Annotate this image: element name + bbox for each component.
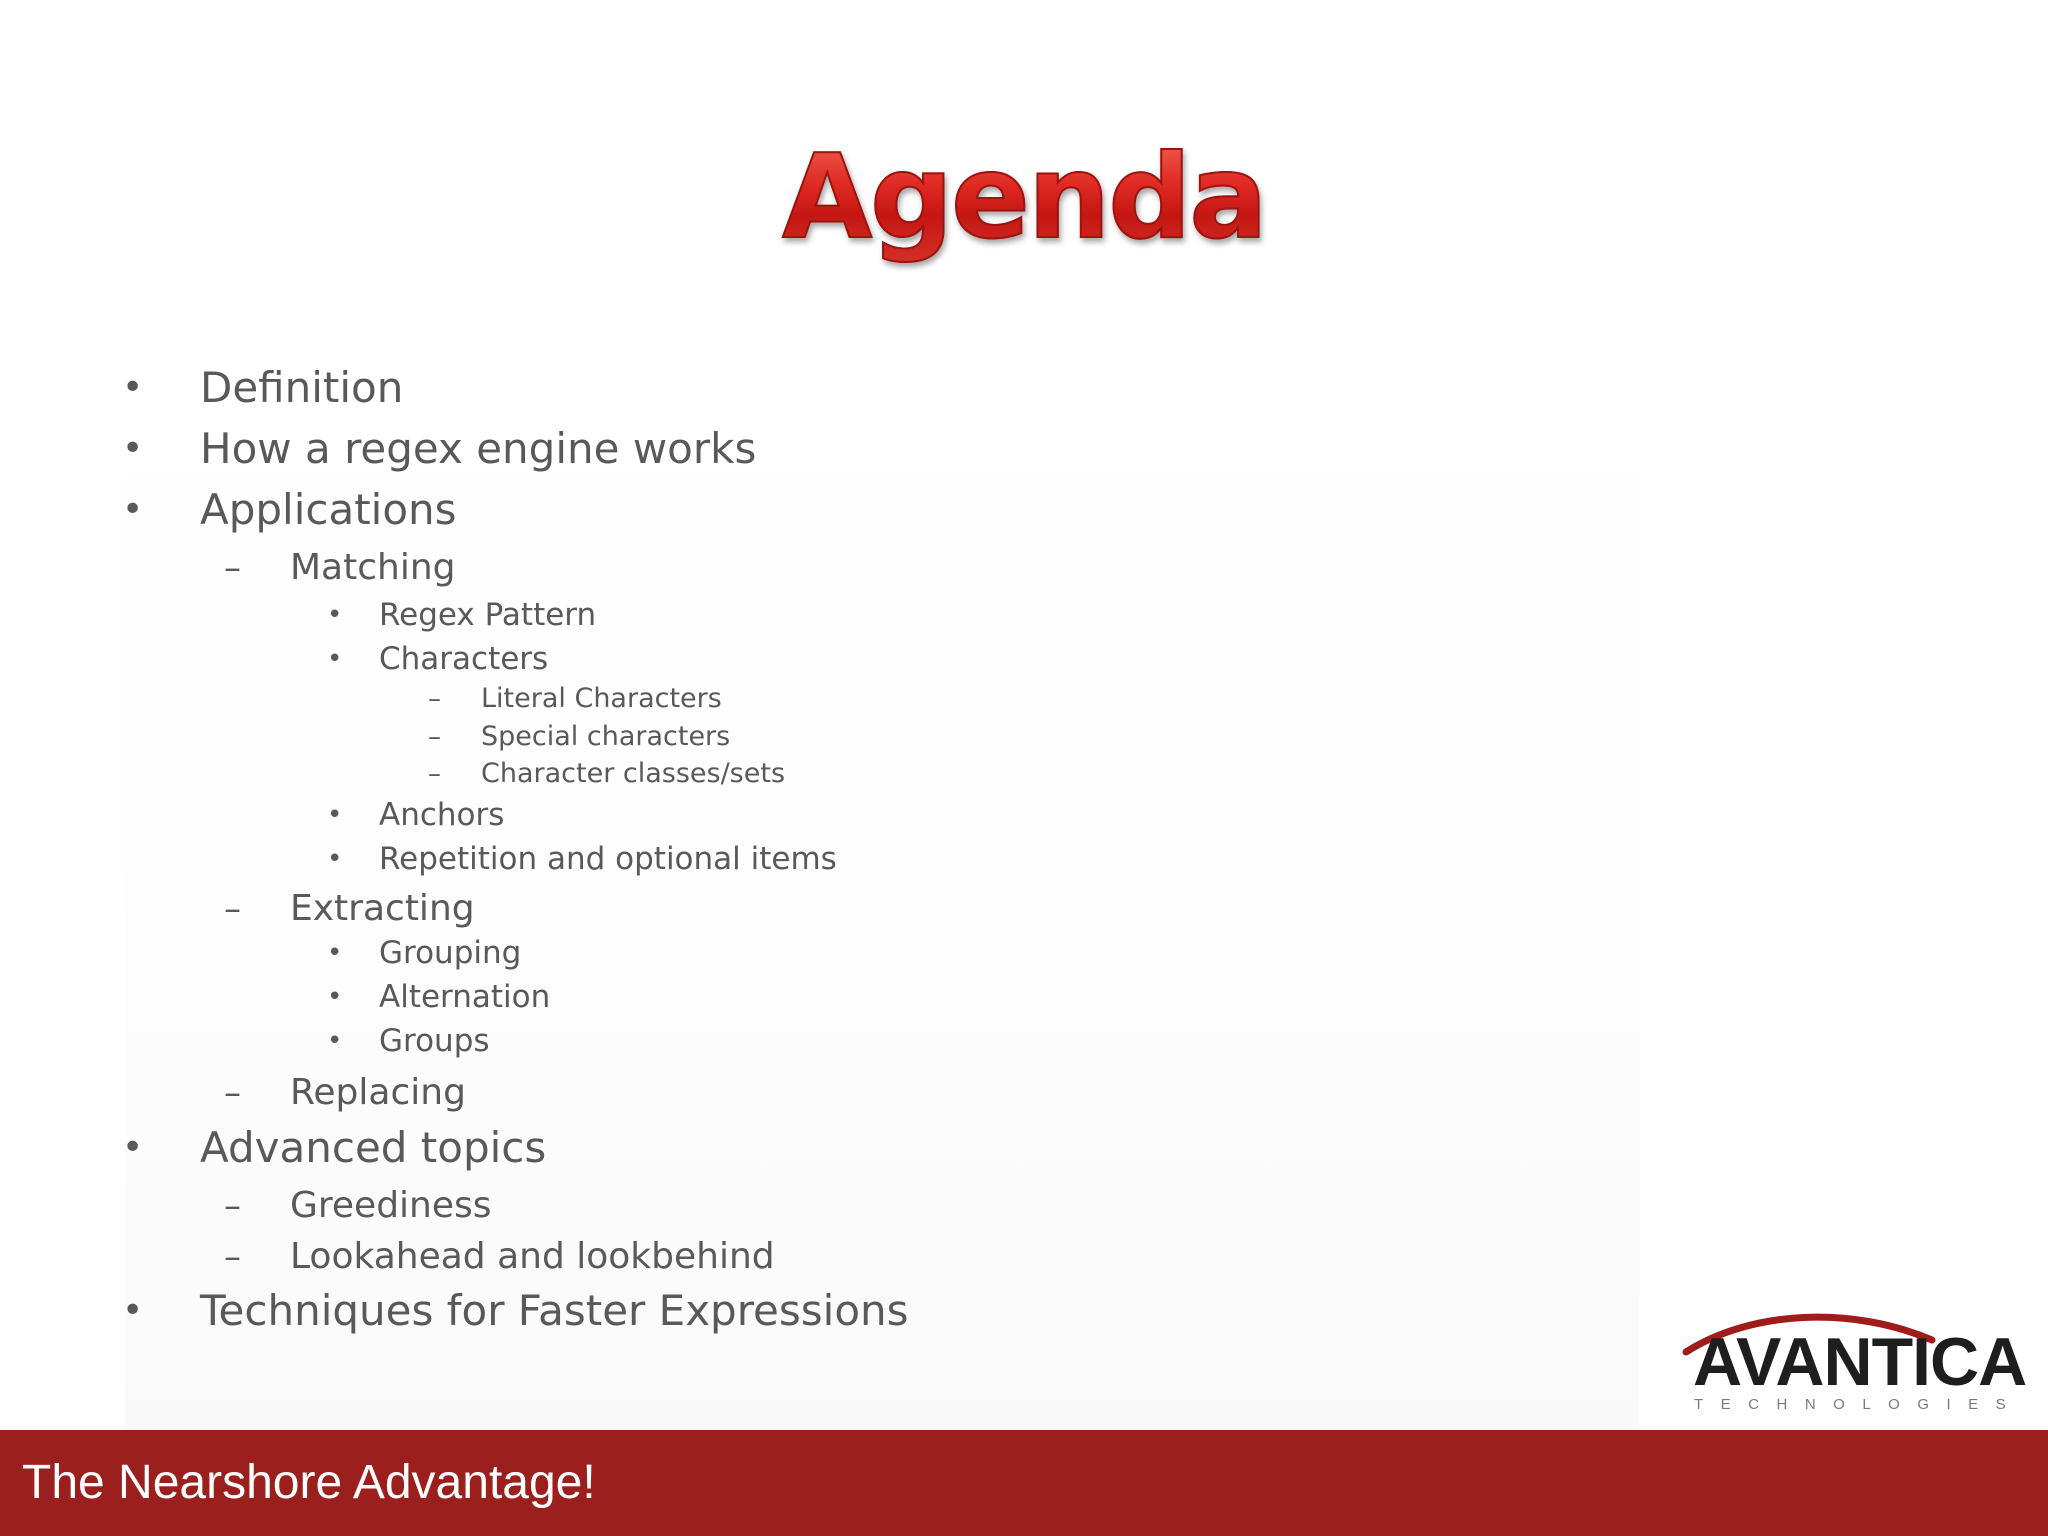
bullet-icon: • bbox=[327, 600, 343, 630]
bullet-icon: • bbox=[327, 644, 343, 674]
footer-bar bbox=[0, 1430, 2048, 1536]
dash-icon: – bbox=[428, 684, 441, 714]
agenda-item-level-2: Extracting bbox=[290, 888, 475, 929]
agenda-item-level-1: Definition bbox=[200, 363, 404, 412]
bullet-icon: • bbox=[327, 982, 343, 1012]
logo-subtitle: TECHNOLOGIES bbox=[1694, 1396, 2024, 1413]
bullet-icon: • bbox=[122, 1127, 144, 1168]
slide-title: Agenda bbox=[0, 128, 2048, 268]
logo-wordmark: AVANTICA bbox=[1693, 1324, 2027, 1400]
agenda-item-level-2: Replacing bbox=[290, 1072, 466, 1113]
bullet-icon: • bbox=[122, 428, 144, 469]
agenda-item-level-1: Techniques for Faster Expressions bbox=[200, 1286, 909, 1335]
agenda-item-level-1: Advanced topics bbox=[200, 1123, 547, 1172]
agenda-item-level-4: Special characters bbox=[481, 721, 731, 752]
agenda-item-level-4: Literal Characters bbox=[481, 683, 722, 714]
agenda-item-level-1: How a regex engine works bbox=[200, 424, 757, 473]
bullet-icon: • bbox=[122, 1290, 144, 1331]
dash-icon: – bbox=[224, 1237, 241, 1277]
agenda-item-level-3: Characters bbox=[379, 641, 549, 677]
agenda-item-level-3: Groups bbox=[379, 1023, 490, 1059]
dash-icon: – bbox=[428, 722, 441, 752]
dash-icon: – bbox=[224, 889, 241, 929]
bullet-icon: • bbox=[327, 938, 343, 968]
dash-icon: – bbox=[224, 1186, 241, 1226]
agenda-item-level-3: Regex Pattern bbox=[379, 597, 597, 633]
agenda-item-level-4: Character classes/sets bbox=[481, 758, 786, 789]
agenda-item-level-2: Matching bbox=[290, 547, 456, 588]
dash-icon: – bbox=[224, 548, 241, 588]
bullet-icon: • bbox=[122, 489, 144, 530]
bullet-icon: • bbox=[327, 1026, 343, 1056]
agenda-item-level-3: Anchors bbox=[379, 797, 505, 833]
bullet-icon: • bbox=[327, 844, 343, 874]
agenda-item-level-3: Alternation bbox=[379, 979, 551, 1015]
agenda-item-level-3: Repetition and optional items bbox=[379, 841, 837, 877]
dash-icon: – bbox=[224, 1073, 241, 1113]
footer-tagline: The Nearshore Advantage! bbox=[22, 1456, 596, 1509]
bullet-icon: • bbox=[122, 367, 144, 408]
company-logo bbox=[1638, 1296, 2048, 1432]
agenda-item-level-2: Lookahead and lookbehind bbox=[290, 1236, 775, 1277]
dash-icon: – bbox=[428, 759, 441, 789]
bullet-icon: • bbox=[327, 800, 343, 830]
agenda-item-level-3: Grouping bbox=[379, 935, 522, 971]
agenda-item-level-1: Applications bbox=[200, 485, 457, 534]
agenda-item-level-2: Greediness bbox=[290, 1185, 492, 1226]
